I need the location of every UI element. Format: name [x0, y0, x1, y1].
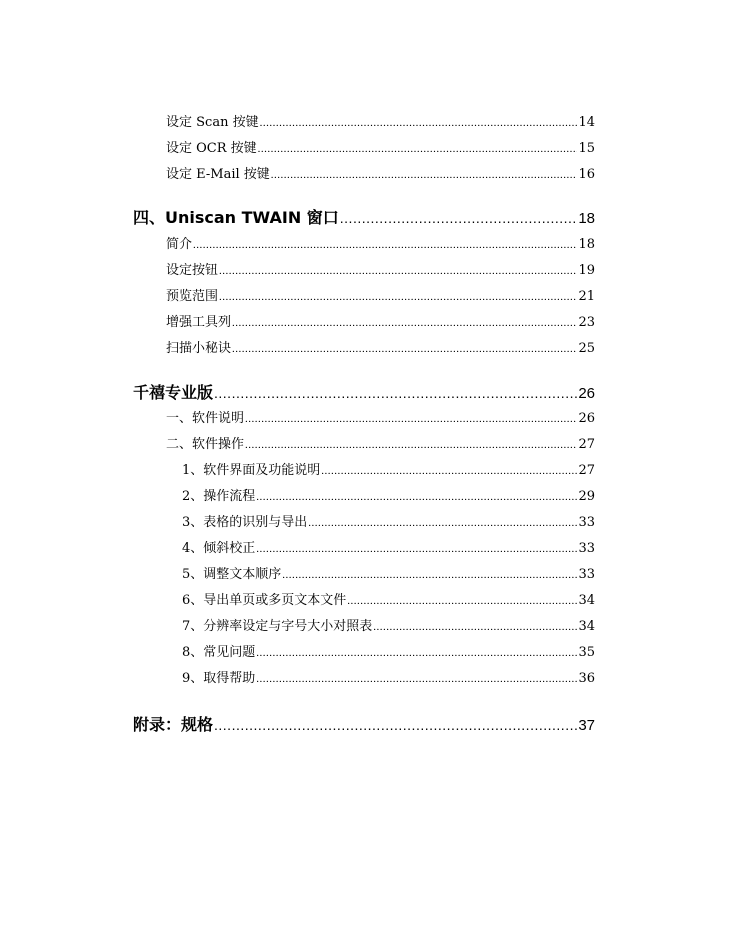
toc-entry-page: 33 [578, 541, 595, 556]
toc-entry[interactable] [182, 563, 595, 582]
toc-entry-page: 33 [578, 515, 595, 530]
toc-chapter-entry[interactable] [133, 380, 595, 403]
toc-entry[interactable] [182, 589, 595, 608]
toc-dot-leader [219, 291, 577, 303]
toc-entry[interactable] [182, 511, 595, 530]
toc-entry-title: 设定 OCR 按键 [166, 141, 257, 156]
toc-entry[interactable] [166, 233, 595, 252]
toc-dot-leader [282, 569, 577, 581]
toc-entry[interactable] [166, 407, 595, 426]
toc-entry-page: 16 [578, 167, 595, 182]
toc-dot-leader [214, 385, 577, 401]
toc-dot-leader [258, 143, 578, 155]
toc-entry[interactable] [182, 459, 595, 478]
toc-entry-page: 33 [578, 567, 595, 582]
toc-entry-page: 29 [578, 489, 595, 504]
toc-entry-page: 19 [578, 263, 595, 278]
toc-entry[interactable] [166, 311, 595, 330]
toc-dot-leader [193, 239, 577, 251]
toc-chapter-entry[interactable] [133, 205, 595, 228]
toc-entry-title: 7、分辨率设定与字号大小对照表 [182, 619, 373, 634]
toc-entry[interactable] [166, 137, 595, 156]
toc-entry-title: 简介 [166, 237, 193, 252]
toc-entry[interactable] [182, 641, 595, 660]
toc-entry-title: 设定 Scan 按键 [166, 115, 259, 130]
toc-entry[interactable] [166, 111, 595, 130]
toc-entry-page: 35 [578, 645, 595, 660]
toc-entry-page: 26 [578, 411, 595, 426]
toc-entry[interactable] [182, 537, 595, 556]
toc-entry-title: 千禧专业版 [133, 383, 214, 402]
toc-dot-leader [232, 343, 577, 355]
toc-entry-title: 6、导出单页或多页文本文件 [182, 593, 347, 608]
toc-entry-title: 二、软件操作 [166, 437, 245, 452]
toc-dot-leader [245, 439, 577, 451]
toc-entry-title: 设定 E-Mail 按键 [166, 167, 270, 182]
toc-entry-title: 2、操作流程 [182, 489, 256, 504]
toc-dot-leader [232, 317, 577, 329]
toc-entry[interactable] [166, 337, 595, 356]
toc-entry-page: 34 [578, 619, 595, 634]
toc-entry[interactable] [166, 433, 595, 452]
toc-dot-leader [347, 595, 577, 607]
toc-entry-page: 14 [578, 115, 595, 130]
toc-entry[interactable] [166, 285, 595, 304]
toc-entry-title: 4、倾斜校正 [182, 541, 256, 556]
toc-entry-page: 36 [578, 671, 595, 686]
toc-entry-title: 设定按钮 [166, 263, 219, 278]
toc-entry-page: 25 [578, 341, 595, 356]
toc-entry-title: 附录：规格 [133, 715, 214, 734]
toc-entry-title: 1、软件界面及功能说明 [182, 463, 321, 478]
toc-dot-leader [245, 413, 577, 425]
toc-entry-title: 一、软件说明 [166, 411, 245, 426]
toc-dot-leader [340, 210, 578, 226]
toc-dot-leader [271, 169, 578, 181]
toc-entry-page: 18 [578, 210, 595, 227]
toc-chapter-entry[interactable] [133, 712, 595, 735]
toc-entry-page: 21 [578, 289, 595, 304]
toc-entry[interactable] [182, 485, 595, 504]
toc-dot-leader [219, 265, 577, 277]
toc-dot-leader [308, 517, 577, 529]
toc-entry[interactable] [166, 259, 595, 278]
toc-dot-leader [214, 717, 577, 733]
toc-entry-page: 18 [578, 237, 595, 252]
toc-dot-leader [373, 621, 577, 633]
toc-entry-title: 3、表格的识别与导出 [182, 515, 308, 530]
toc-entry-page: 37 [578, 717, 595, 734]
toc-dot-leader [256, 491, 577, 503]
toc-entry-page: 23 [578, 315, 595, 330]
toc-entry-page: 27 [578, 463, 595, 478]
toc-dot-leader [256, 647, 577, 659]
toc-entry-page: 15 [578, 141, 595, 156]
toc-entry[interactable] [182, 615, 595, 634]
toc-entry-title: 预览范围 [166, 289, 219, 304]
toc-entry-title: 四、Uniscan TWAIN 窗口 [133, 208, 339, 227]
toc-entry-title: 扫描小秘诀 [166, 341, 232, 356]
toc-dot-leader [256, 543, 577, 555]
toc-entry-title: 9、取得帮助 [182, 671, 256, 686]
toc-dot-leader [256, 673, 577, 685]
toc-entry-page: 27 [578, 437, 595, 452]
toc-entry-title: 增强工具列 [166, 315, 232, 330]
toc-dot-leader [321, 465, 577, 477]
toc-entry-title: 5、调整文本顺序 [182, 567, 282, 582]
toc-dot-leader [260, 117, 578, 129]
toc-entry-page: 34 [578, 593, 595, 608]
toc-entry[interactable] [182, 667, 595, 686]
toc-entry-page: 26 [578, 385, 595, 402]
toc-entry[interactable] [166, 163, 595, 182]
toc-entry-title: 8、常见问题 [182, 645, 256, 660]
